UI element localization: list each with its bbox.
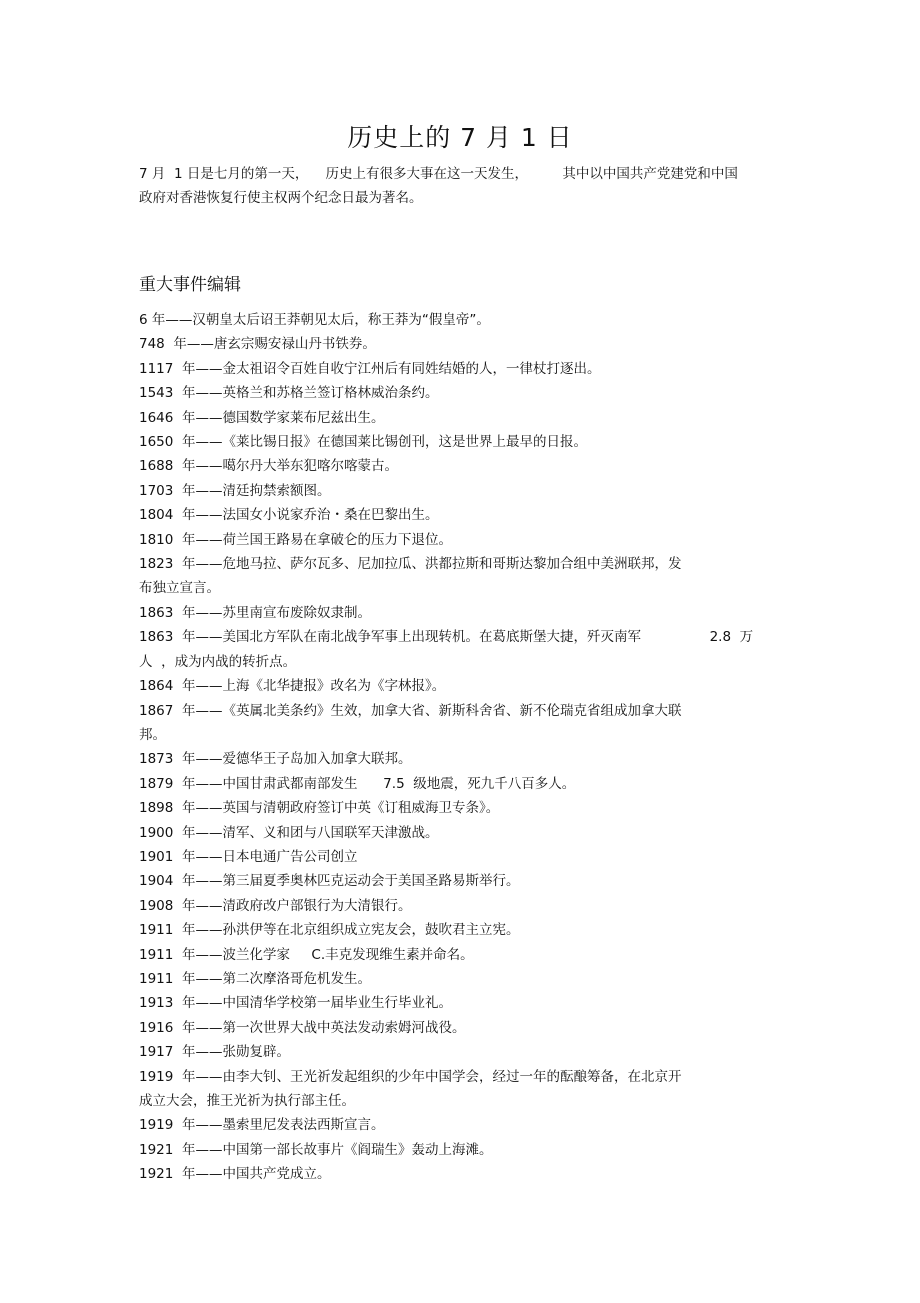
event-item: 1919 年——由李大钊、王光祈发起组织的少年中国学会，经过一年的酝酿筹备，在北京开 成立大会，推王光祈为执行部主任。 <box>139 1068 682 1109</box>
event-item: 1810 年——荷兰国王路易在拿破仑的压力下退位。 <box>139 531 452 548</box>
event-item: 1650 年——《莱比锡日报》在德国莱比锡创刊，这是世界上最早的日报。 <box>139 434 587 451</box>
section-heading: 重大事件编辑 <box>139 275 241 295</box>
event-item: 1900 年——清军、义和团与八国联军天津激战。 <box>139 824 439 841</box>
event-item: 1864 年——上海《北华捷报》改名为《字林报》。 <box>139 678 446 695</box>
event-item: 1921 年——中国共产党成立。 <box>139 1166 331 1183</box>
event-item: 1911 年——波兰化学家 C.丰克发现维生素并命名。 <box>139 946 474 963</box>
event-item: 1911 年——第二次摩洛哥危机发生。 <box>139 970 371 987</box>
event-item: 1688 年——噶尔丹大举东犯喀尔喀蒙古。 <box>139 458 398 475</box>
event-item: 1917 年——张勋复辟。 <box>139 1044 290 1061</box>
event-item: 1904 年——第三届夏季奥林匹克运动会于美国圣路易斯举行。 <box>139 873 520 890</box>
event-item: 1916 年——第一次世界大战中英法发动索姆河战役。 <box>139 1019 466 1036</box>
event-item: 1908 年——清政府改户部银行为大清银行。 <box>139 897 412 914</box>
event-item: 1646 年——德国数学家莱布尼兹出生。 <box>139 409 385 426</box>
event-item: 1823 年——危地马拉、萨尔瓦多、尼加拉瓜、洪都拉斯和哥斯达黎加合组中美洲联邦，发 布独立宣言。 <box>139 556 682 597</box>
event-item: 1901 年——日本电通广告公司创立 <box>139 848 358 865</box>
event-item: 1873 年——爱德华王子岛加入加拿大联邦。 <box>139 751 412 768</box>
event-item: 6 年——汉朝皇太后诏王莽朝见太后，称王莽为“假皇帝”。 <box>139 312 490 328</box>
event-item: 1863 年——苏里南宣布废除奴隶制。 <box>139 604 371 621</box>
event-item: 1867 年——《英属北美条约》生效，加拿大省、新斯科舍省、新不伦瑞克省组成加拿大联 邦。 <box>139 702 682 743</box>
document-title: 历史上的 7 月 1 日 <box>347 123 573 152</box>
event-item: 1911 年——孙洪伊等在北京组织成立宪友会，鼓吹君主立宪。 <box>139 922 520 939</box>
events-list <box>139 308 799 1187</box>
event-item: 1863 年——美国北方军队在南北战争军事上出现转机。在葛底斯堡大捷，歼灭南军 2.8 万 人 ，成为内战的转折点。 <box>139 629 754 670</box>
event-item: 1804 年——法国女小说家乔治・桑在巴黎出生。 <box>139 507 439 524</box>
event-item: 1919 年——墨索里尼发表法西斯宣言。 <box>139 1117 385 1134</box>
event-item: 1898 年——英国与清朝政府签订中英《订租威海卫专条》。 <box>139 800 500 817</box>
event-item: 748 年——唐玄宗赐安禄山丹书铁券。 <box>139 336 376 353</box>
event-item: 1879 年——中国甘肃武都南部发生 7.5 级地震，死九千八百多人。 <box>139 775 576 792</box>
event-item: 1117 年——金太祖诏令百姓自收宁江州后有同姓结婚的人，一律杖打逐出。 <box>139 360 601 377</box>
event-item: 1703 年——清廷拘禁索额图。 <box>139 482 331 499</box>
event-item: 1913 年——中国清华学校第一届毕业生行毕业礼。 <box>139 995 452 1012</box>
intro-paragraph: 7 月 1 日是七月的第一天， 历史上有很多大事在这一天发生， 其中以中国共产党建党和中国 政府对香港恢复行使主权两个纪念日最为著名。 <box>139 166 738 206</box>
event-item: 1543 年——英格兰和苏格兰签订格林威治条约。 <box>139 385 439 402</box>
event-item: 1921 年——中国第一部长故事片《阎瑞生》轰动上海滩。 <box>139 1141 493 1158</box>
